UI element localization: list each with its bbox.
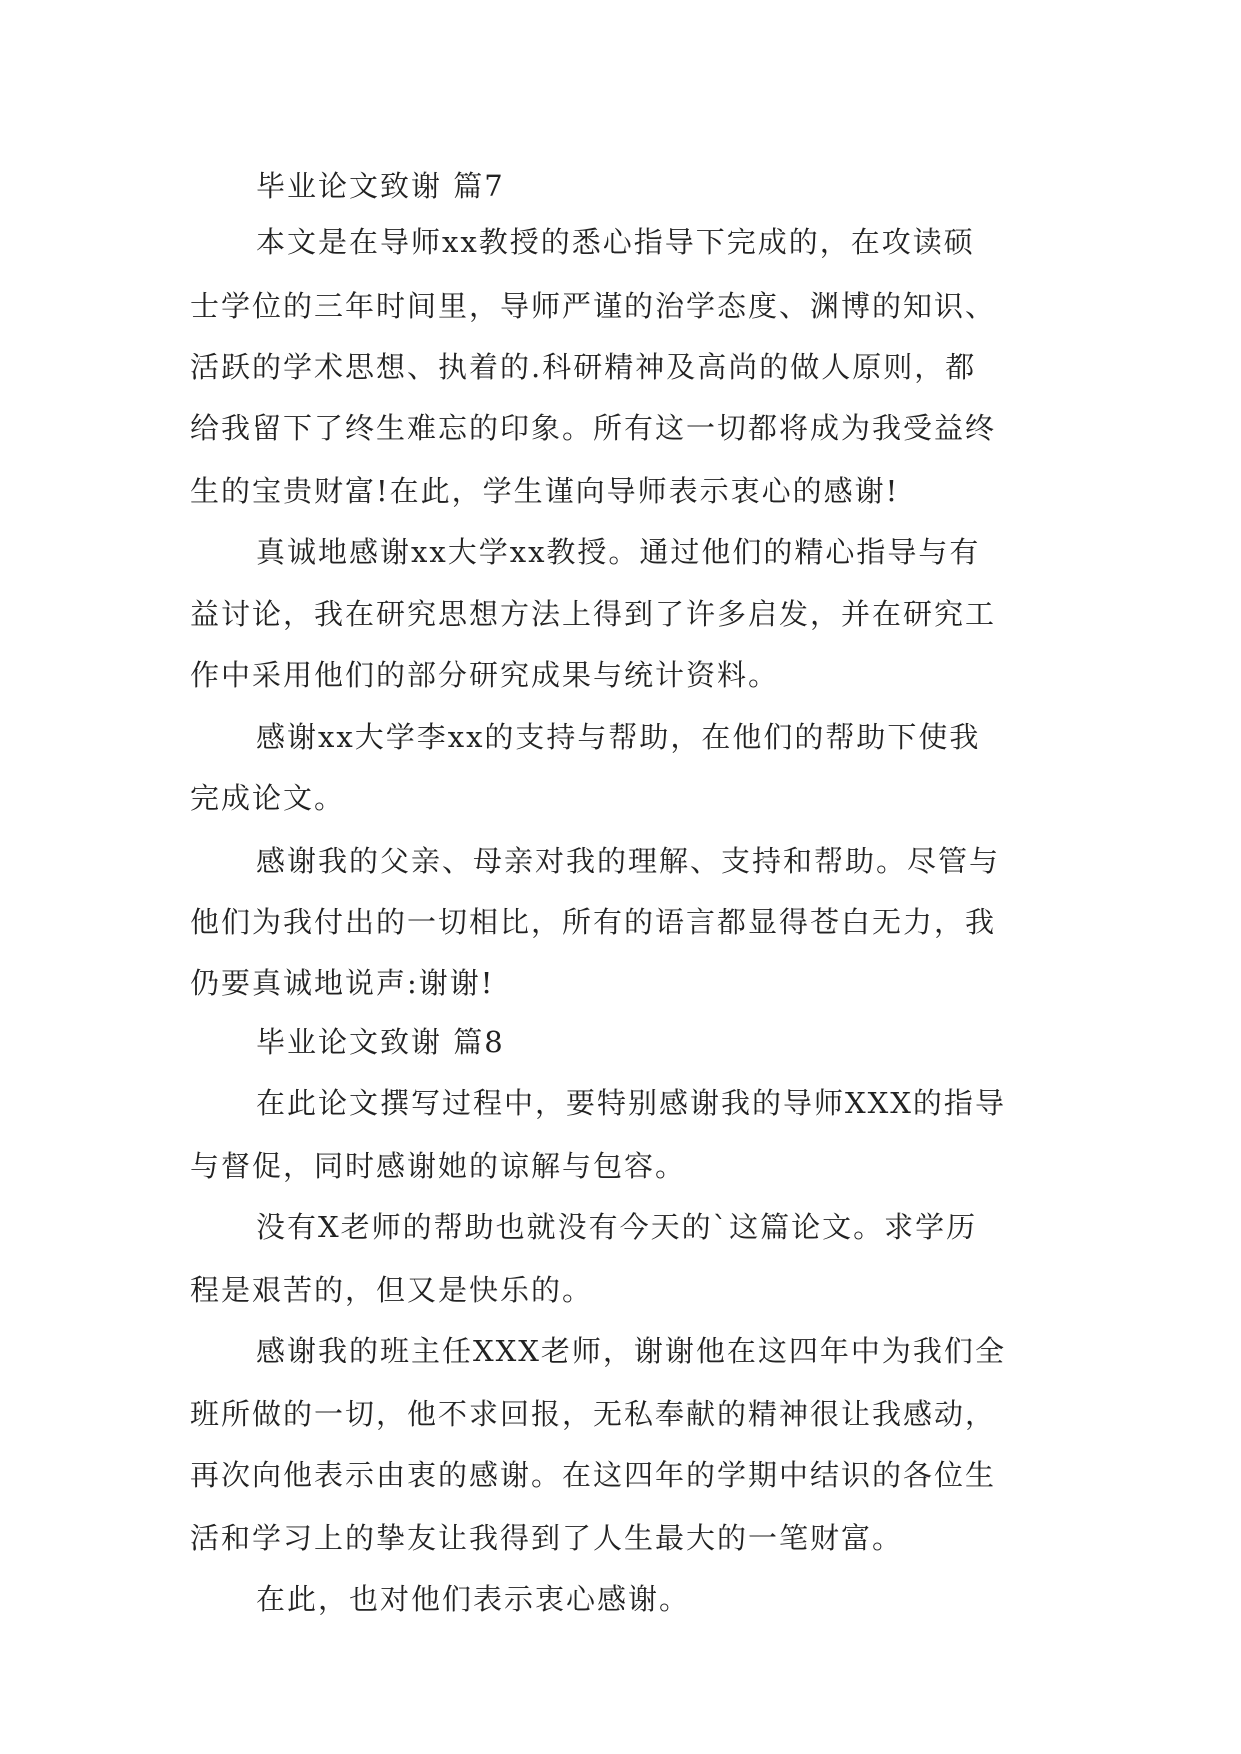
- paragraph-line: 班所做的一切，他不求回报，无私奉献的精神很让我感动，: [190, 1397, 997, 1431]
- paragraph-line: 感谢xx大学李xx的支持与帮助，在他们的帮助下使我: [256, 720, 981, 754]
- paragraph-line: 在此，也对他们表示衷心感谢。: [256, 1582, 691, 1616]
- paragraph-line: 感谢我的班主任XXX老师，谢谢他在这四年中为我们全: [256, 1334, 1006, 1368]
- paragraph-line: 再次向他表示由衷的感谢。在这四年的学期中结识的各位生: [190, 1458, 997, 1492]
- paragraph-line: 感谢我的父亲、母亲对我的理解、支持和帮助。尽管与: [256, 844, 1001, 878]
- paragraph-line: 仍要真诚地说声:谢谢!: [190, 966, 495, 1000]
- paragraph-line: 益讨论，我在研究思想方法上得到了许多启发，并在研究工: [190, 597, 997, 631]
- section-heading-8: 毕业论文致谢 篇8: [256, 1025, 505, 1059]
- paragraph-line: 他们为我付出的一切相比，所有的语言都显得苍白无力，我: [190, 905, 997, 939]
- paragraph-line: 真诚地感谢xx大学xx教授。通过他们的精心指导与有: [256, 535, 981, 569]
- paragraph-line: 给我留下了终生难忘的印象。所有这一切都将成为我受益终: [190, 411, 997, 445]
- paragraph-line: 活和学习上的挚友让我得到了人生最大的一笔财富。: [190, 1521, 904, 1555]
- paragraph-line: 士学位的三年时间里，导师严谨的治学态度、渊博的知识、: [190, 289, 997, 323]
- paragraph-line: 作中采用他们的部分研究成果与统计资料。: [190, 658, 780, 692]
- section-heading-7: 毕业论文致谢 篇7: [256, 169, 505, 203]
- paragraph-line: 没有X老师的帮助也就没有今天的`这篇论文。求学历: [256, 1210, 978, 1244]
- paragraph-line: 在此论文撰写过程中，要特别感谢我的导师XXX的指导: [256, 1086, 1006, 1120]
- paragraph-line: 本文是在导师xx教授的悉心指导下完成的，在攻读硕: [256, 225, 975, 259]
- paragraph-line: 程是艰苦的，但又是快乐的。: [190, 1273, 594, 1307]
- paragraph-line: 活跃的学术思想、执着的.科研精神及高尚的做人原则，都: [190, 350, 977, 384]
- paragraph-line: 完成论文。: [190, 781, 346, 815]
- paragraph-line: 与督促，同时感谢她的谅解与包容。: [190, 1149, 687, 1183]
- paragraph-line: 生的宝贵财富!在此，学生谨向导师表示衷心的感谢!: [190, 474, 900, 508]
